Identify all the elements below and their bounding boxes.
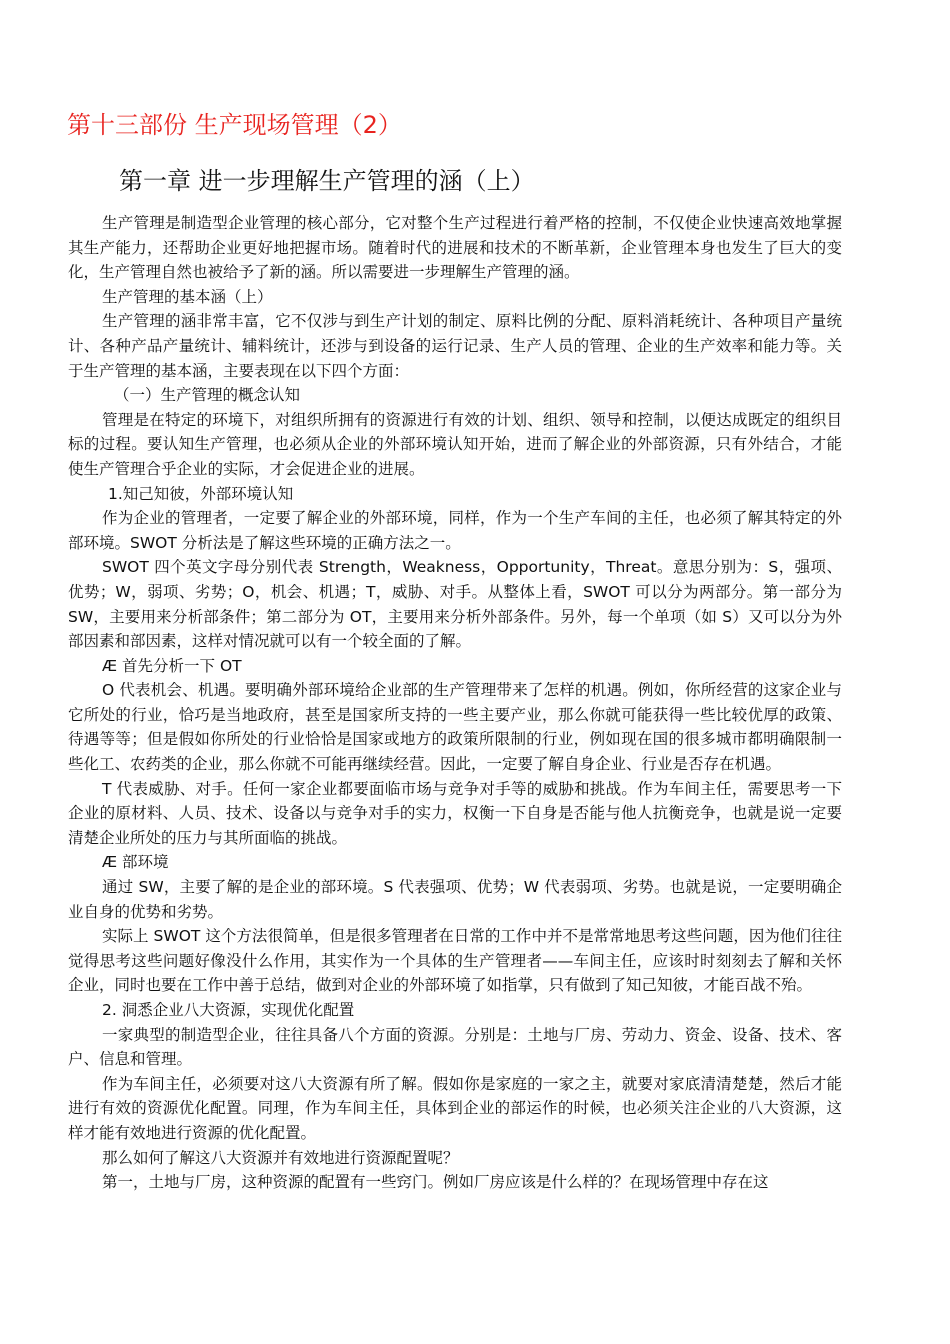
paragraph-resource-allocation: 作为车间主任，必须要对这八大资源有所了解。假如你是家庭的一家之主，就要对家底清清楚楚，然后才能进行有效的资源优化配置。同理，作为车间主任，具体到企业的部运作的时候，也必须关注企业的八大资源，这样才能有效地进行资源的优化配置。 <box>68 1074 842 1142</box>
paragraph-swot-practice: 实际上 SWOT 这个方法很简单，但是很多管理者在日常的工作中并不是常常地思考这些问题，因为他们往往觉得思考这些问题好像没什么作用，其实作为一个具体的生产管理者——车间主任，应该时时刻刻去了解和关怀企业，同时也要在工作中善于总结，做到对企业的外部环境了如指掌，只有做到了知己知彼，才能百战不殆。 <box>68 927 842 995</box>
paragraph-eight-resources: 一家典型的制造型企业，往往具备八个方面的资源。分别是：土地与厂房、劳动力、资金、设备、技术、客户、信息和管理。 <box>68 1025 842 1069</box>
paragraph-basic-content: 生产管理的涵非常丰富，它不仅涉与到生产计划的制定、原料比例的分配、原料消耗统计、各种项目产量统计、各种产品产量统计、辅料统计，还涉与到设备的运行记录、生产人员的管理、企业的生产效率和能力等。关于生产管理的基本涵，主要表现在以下四个方面： <box>68 312 842 380</box>
paragraph-environment: 作为企业的管理者，一定要了解企业的外部环境，同样，作为一个生产车间的主任，也必须了解其特定的外部环境。SWOT 分析法是了解这些环境的正确方法之一。 <box>68 509 842 552</box>
paragraph-opportunity: O 代表机会、机遇。要明确外部环境给企业部的生产管理带来了怎样的机遇。例如，你所经营的这家企业与它所处的行业，恰巧是当地政府，甚至是国家所支持的一些主要产业，那么你就可能获得一些比较优厚的政策、待遇等等；但是假如你所处的行业恰恰是国家或地方的政策所限制的行业，例如现在国的很多城市都明确限制一些化工、农药类的企业，那么你就不可能再继续经营。因此，一定要了解自身企业、行业是否存在机遇。 <box>68 681 842 774</box>
paragraph-management-definition: 管理是在特定的环境下，对组织所拥有的资源进行有效的计划、组织、领导和控制，以便达成既定的组织目标的过程。要认知生产管理，也必须从企业的外部环境认知开始，进而了解企业的外部资源，只有外结合，才能使生产管理合乎企业的实际，才会促进企业的进展。 <box>68 410 842 478</box>
paragraph-sw: 通过 SW，主要了解的是企业的部环境。S 代表强项、优势；W 代表弱项、劣势。也就是说，一定要明确企业自身的优势和劣势。 <box>68 878 842 921</box>
paragraph-threat: T 代表威胁、对手。任何一家企业都要面临市场与竞争对手等的威胁和挑战。作为车间主任，需要思考一下企业的原材料、人员、技术、设备以与竞争对手的实力，权衡一下自身是否能与他人抗衡竞争，也就是说一定要清楚企业所处的压力与其所面临的挑战。 <box>68 779 842 847</box>
bullet-heading-internal: Æ 部环境 <box>102 853 169 872</box>
part-title: 第十三部份 生产现场管理（2） <box>67 111 402 139</box>
bullet-heading-ot: Æ 首先分析一下 OT <box>102 656 242 675</box>
paragraph-land-factory: 第一，土地与厂房，这种资源的配置有一些窍门。例如厂房应该是什么样的？在现场管理中存在这 <box>102 1173 769 1192</box>
section-heading-basic: 生产管理的基本涵（上） <box>102 287 273 306</box>
paragraph-question: 那么如何了解这八大资源并有效地进行资源配置呢？ <box>102 1148 459 1167</box>
paragraph-intro: 生产管理是制造型企业管理的核心部分，它对整个生产过程进行着严格的控制，不仅使企业快速高效地掌握其生产能力，还帮助企业更好地把握市场。随着时代的进展和技术的不断革新，企业管理本身也发生了巨大的变化，生产管理自然也被给予了新的涵。所以需要进一步理解生产管理的涵。 <box>68 214 842 282</box>
document-body <box>68 211 842 1195</box>
subsection-heading-concept: （一）生产管理的概念认知 <box>114 386 301 405</box>
item-heading-1: 1.知己知彼，外部环境认知 <box>108 484 294 503</box>
chapter-title: 第一章 进一步理解生产管理的涵（上） <box>119 167 535 195</box>
paragraph-swot: SWOT 四个英文字母分别代表 Strength，Weakness，Opportunity，Threat。意思分别为：S，强项、优势；W，弱项、劣势；O，机会、机遇；T，威胁、对手。从整体上看，SWOT 可以分为两部分。第一部分为 SW，主要用来分析部条件；第二部分为 OT，主要用来分析外部条件。另外，每一个单项（如 S）又可以分为外部因素和部因素，这样对情况就可以有一个较全面的了解。 <box>68 558 842 651</box>
item-heading-2: 2. 洞悉企业八大资源，实现优化配置 <box>102 1001 355 1019</box>
